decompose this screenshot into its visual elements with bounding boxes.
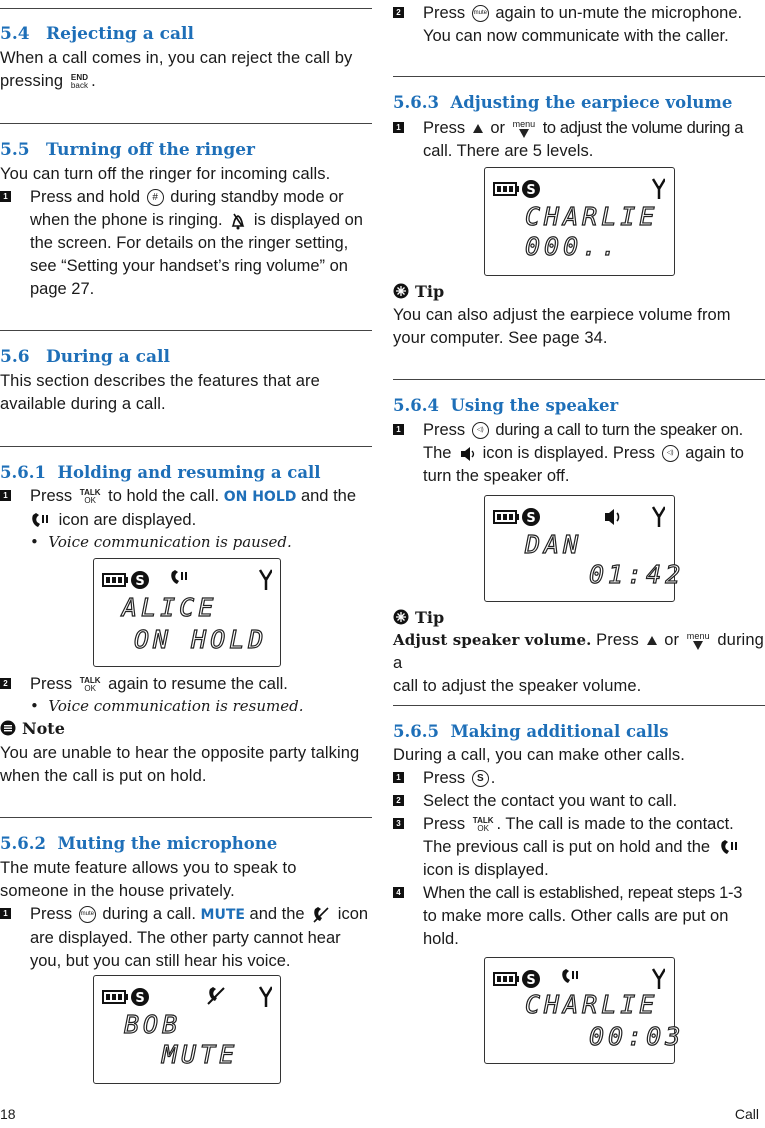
hold-icon [719,839,739,857]
section-5-6-3-heading: 5.6.3 Adjusting the earpiece volume [393,93,733,112]
step-2: 2 Select the contact you want to call. [393,790,765,813]
svg-text:S: S [526,183,536,198]
section-5-6-heading [0,347,170,367]
skype-icon [131,571,149,589]
lcd-screen-alice [93,558,281,667]
skype-icon [131,988,149,1006]
lcd-status-bar [493,178,665,200]
section-5-6-2-intro: The mute feature allows you to speak to someone in the house privately. [0,859,297,900]
divider [0,817,372,818]
talk-key-icon: TALK OK [79,675,101,693]
up-arrow-icon [647,636,657,645]
signal-icon [653,179,665,199]
lcd-caller-name: DAN [525,530,583,559]
paragraph: You can turn off the ringer for incoming calls. [0,165,331,183]
talk-key-icon: TALK OK [472,815,494,833]
end-key-icon: END back [70,72,89,90]
step-number-1: 1 [0,908,11,919]
step-4: 4 When the call is established, repeat steps 1-3 to make more calls. Other calls are put on hold. [393,882,765,951]
section-5-6-body: This section describes the features that are available during a call. [0,372,320,413]
talk-key-icon: TALK OK [79,487,101,505]
note-icon [0,720,16,736]
divider [393,705,765,706]
speaker-key-icon: ◁) [662,445,679,462]
step-number-2: 2 [393,7,404,18]
speaker-key-icon: ◁) [472,422,489,439]
step-number-4: 4 [393,887,404,898]
lcd-screen-bob [93,975,281,1084]
step-1: 1 Press TALK OK to hold the call. ON HOLD and the icon are displayed. [0,485,372,532]
skype-icon [522,970,540,988]
lcd-caller-name: CHARLIE [525,990,659,1019]
svg-text:S: S [526,511,536,526]
step-2: 2 Press TALK OK again to resume the call. [0,673,372,696]
battery-icon [494,511,519,523]
lcd-status-bar [102,986,272,1008]
lcd-status-text: MUTE [162,1040,239,1069]
lcd-caller-name: CHARLIE [525,202,659,231]
section-title: Turning off the ringer [46,140,255,160]
mute-icon [312,906,330,924]
speaker-icon [605,509,619,525]
section-5-6-1-heading: 5.6.1 Holding and resuming a call [0,463,321,482]
lcd-call-timer: 00:03 [589,1022,685,1051]
bullet-item: • Voice communication is resumed. [30,697,304,715]
step-1: 1 Press and hold # during standby mode or when the phone is ringing. is displayed on the screen. For details on the ringer setting, see “Setting your handset’s ring volume” on page 27. [0,186,372,301]
ringer-off-icon [230,212,246,230]
svg-text:S: S [526,973,536,988]
step-1: 1 Press ◁) during a call to turn the speaker on. The icon is displayed. Press ◁) again to turn the speaker off. [393,419,765,488]
lcd-screen-dan [484,495,685,602]
lcd-screen-charlie-volume [484,167,675,276]
lcd-volume-level: 000.. [525,232,621,261]
lcd-status-bar [493,506,665,528]
battery-icon [494,183,519,195]
step-number-2: 2 [0,678,11,689]
section-5-4-heading [0,24,194,44]
note-heading: Note [0,719,65,738]
section-title: During a call [46,347,170,367]
note-body: You are unable to hear the opposite party talking when the call is put on hold. [0,744,360,785]
mute-key-icon: mute [79,906,96,923]
section-5-6-4-heading: 5.6.4 Using the speaker [393,396,619,415]
paragraph-text: pressing [0,72,64,90]
lcd-status-bar [493,968,665,990]
divider [0,8,372,9]
step-number-1: 1 [393,122,404,133]
step-number-1: 1 [393,772,404,783]
step-1: 1 Press S . [393,767,765,790]
svg-text:S: S [135,574,145,589]
signal-icon [260,570,272,590]
divider [0,330,372,331]
signal-icon [653,507,665,527]
step-1: 1 Press mute during a call. MUTE and the icon are displayed. The other party cannot hear you, but you can still hear his voice. [0,903,372,973]
hold-icon [171,570,187,584]
section-number: 5.6 [0,347,30,367]
bullet-item: • Voice communication is paused. [30,533,292,551]
step-1: 1 Press or menu to adjust the volume during a call. There are 5 levels. [393,117,765,163]
hash-key-icon: # [147,189,164,206]
tip-body: You can also adjust the earpiece volume from your computer. See page 34. [393,306,731,347]
lcd-caller-name: ALICE [122,593,218,622]
lcd-status-text: ON HOLD [134,625,268,654]
section-5-5-heading [0,140,255,160]
battery-icon [103,574,128,586]
mute-key-icon: mute [472,5,489,22]
up-arrow-icon [473,124,483,133]
skype-icon [522,508,540,526]
section-5-6-5-heading: 5.6.5 Making additional calls [393,722,669,741]
menu-down-icon: menu [513,120,536,138]
step-number-3: 3 [393,818,404,829]
signal-icon [653,969,665,989]
signal-icon [260,987,272,1007]
tip-icon [393,283,409,299]
step-3: 3 Press TALK OK . The call is made to the contact. The previous call is put on hold and the icon is displayed. [393,813,765,882]
skype-key-icon: S [472,770,489,787]
tip-heading: Tip [393,282,444,301]
step-number-1: 1 [393,424,404,435]
tip-body: Adjust speaker volume. Press or menu during a call to adjust the speaker volume. [393,630,764,695]
paragraph-line: When a call comes in, you can reject the call by [0,49,353,67]
lcd-status-bar [102,569,272,591]
paragraph: During a call, you can make other calls. [393,746,685,764]
section-number: 5.4 [0,24,30,44]
section-title: Rejecting a call [46,24,194,44]
hold-icon [30,512,50,530]
section-5-6-2-heading: 5.6.2 Muting the microphone [0,834,278,853]
divider [0,123,372,124]
tip-heading: Tip [393,608,444,627]
step-number-2: 2 [393,795,404,806]
section-number: 5.5 [0,140,30,160]
lcd-screen-charlie-call [484,957,685,1064]
mute-icon [208,987,224,1004]
battery-icon [494,973,519,985]
divider [0,446,372,447]
mute-label: MUTE [200,907,245,923]
skype-icon [522,180,540,198]
lcd-caller-name: BOB [124,1010,182,1039]
hold-icon [562,969,578,983]
section-5-4-body: When a call comes in, you can reject the call by pressing END back . [0,47,372,93]
battery-icon [103,991,128,1003]
step-2: 2 Press mute again to un-mute the microphone. You can now communicate with the caller. [393,2,765,48]
on-hold-label: ON HOLD [223,489,297,505]
menu-down-icon: menu [687,632,710,650]
divider [393,76,765,77]
step-number-1: 1 [0,191,11,202]
divider [393,379,765,380]
step-number-1: 1 [0,490,11,501]
footer-section-name: Call [734,1106,759,1122]
page-number: 18 [0,1106,16,1122]
svg-text:S: S [135,991,145,1006]
speaker-icon [459,445,475,463]
lcd-call-timer: 01:42 [589,560,685,589]
tip-icon [393,609,409,625]
